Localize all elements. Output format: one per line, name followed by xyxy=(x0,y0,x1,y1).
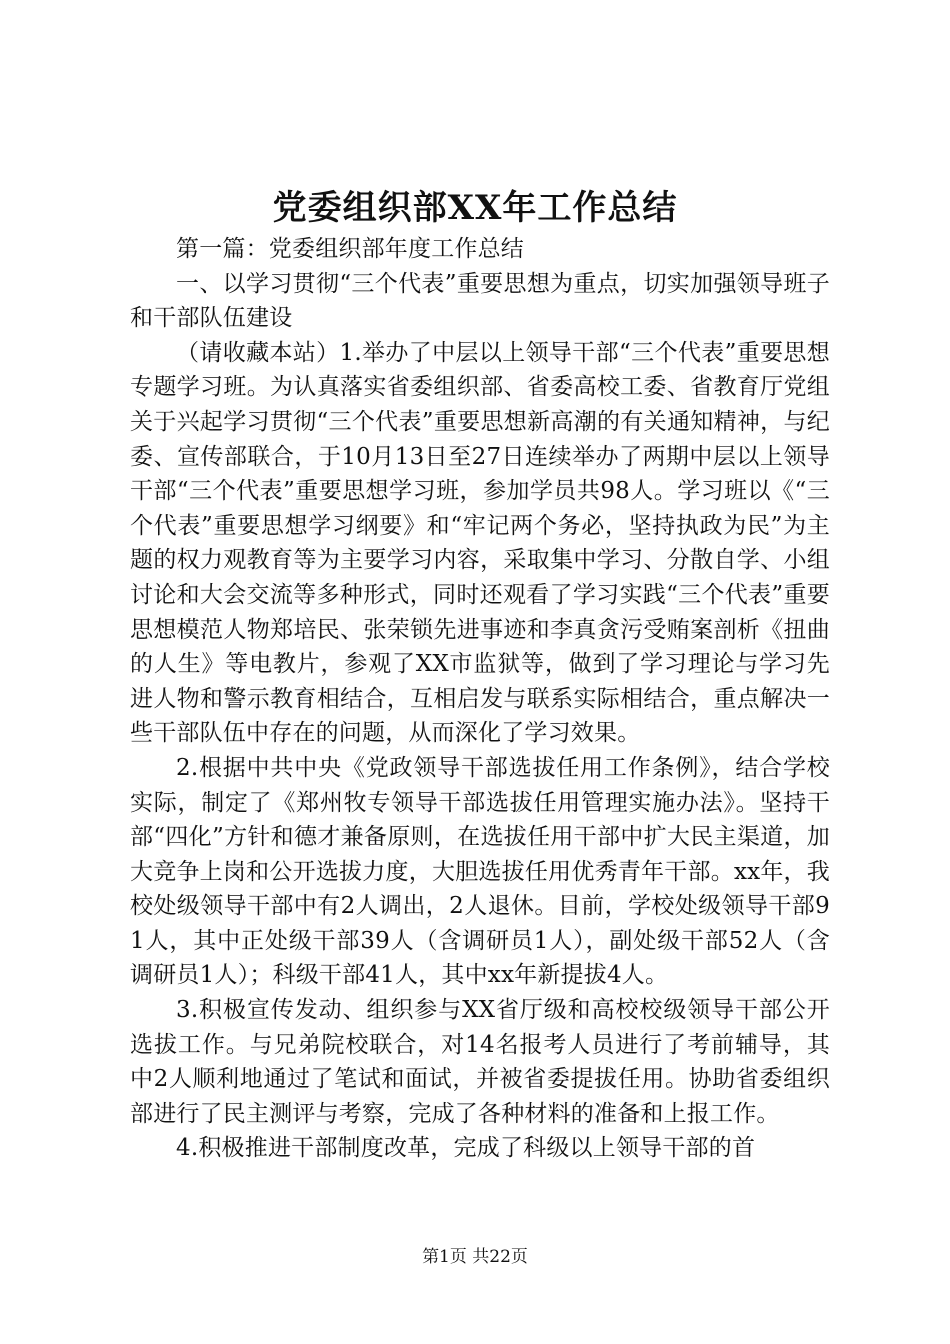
paragraph-item-3: 3.积极宣传发动、组织参与XX省厅级和高校校级领导干部公开选拔工作。与兄弟院校联合，对14名报考人员进行了考前辅导，其中2人顺利地通过了笔试和面试，并被省委提拔任用。协助省委组织部进行了民主测评与考察，完成了各种材料的准备和上报工作。 xyxy=(130,997,830,1127)
page-number-footer: 第1页 共22页 xyxy=(422,1247,528,1267)
paragraph-subheading: 一、以学习贯彻“三个代表”重要思想为重点，切实加强领导班子和干部队伍建设 xyxy=(130,270,830,332)
paragraph-item-4: 4.积极推进干部制度改革，完成了科级以上领导干部的首 xyxy=(176,1135,756,1162)
paragraph-item-1: （请收藏本站）1.举办了中层以上领导干部“三个代表”重要思想专题学习班。为认真落实省委组织部、省委高校工委、省教育厅党组关于兴起学习贯彻“三个代表”重要思想新高潮的有关通知精神，与纪委、宣传部联合，于10月13日至27日连续举办了两期中层以上领导干部“三个代表”重要思想学习班，参加学员共98人。学习班以《“三个代表”重要思想学习纲要》和“牢记两个务必，坚持执政为民”为主题的权力观教育等为主要学习内容，采取集中学习、分散自学、小组讨论和大会交流等多种形式，同时还观看了学习实践“三个代表”重要思想模范人物郑培民、张荣锁先进事迹和李真贪污受贿案剖析《扭曲的人生》等电教片，参观了XX市监狱等，做到了学习理论与学习先进人物和警示教育相结合，互相启发与联系实际相结合，重点解决一些干部队伍中存在的问题，从而深化了学习效果。 xyxy=(130,339,830,747)
document-title: 党委组织部XX年工作总结 xyxy=(272,188,678,228)
paragraph-section-heading: 第一篇：党委组织部年度工作总结 xyxy=(176,236,524,262)
document-body xyxy=(130,232,830,1166)
paragraph-item-2: 2.根据中共中央《党政领导干部选拔任用工作条例》，结合学校实际，制定了《郑州牧专领导干部选拔任用管理实施办法》。坚持干部“四化”方针和德才兼备原则，在选拔任用干部中扩大民主渠道，加大竞争上岗和公开选拔力度，大胆选拔任用优秀青年干部。xx年，我校处级领导干部中有2人调出，2人退休。目前，学校处级领导干部91人，其中正处级干部39人（含调研员1人），副处级干部52人（含调研员1人）；科级干部41人，其中xx年新提拔4人。 xyxy=(130,754,830,989)
